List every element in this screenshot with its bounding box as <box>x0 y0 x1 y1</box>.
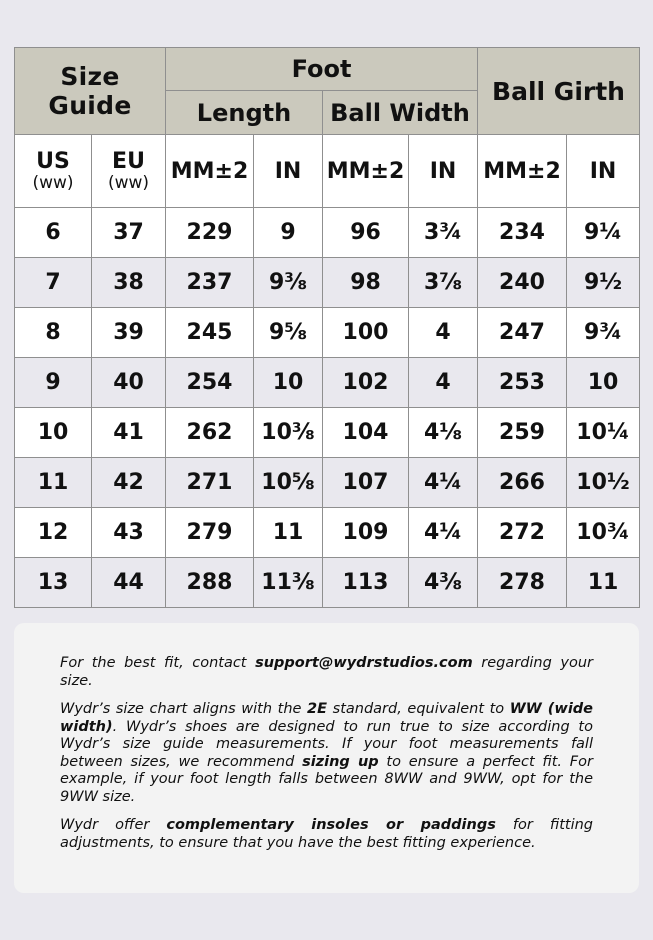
length-mm-cell: 229 <box>166 208 254 258</box>
us-size-cell: 12 <box>15 508 92 558</box>
width-mm-cell: 100 <box>323 308 409 358</box>
width-in-cell: 3¾ <box>409 208 478 258</box>
width-in-cell: 3⅞ <box>409 258 478 308</box>
length-in-cell: 9⅝ <box>254 308 323 358</box>
length-in-header: IN <box>254 135 323 208</box>
girth-mm-cell: 240 <box>478 258 567 308</box>
girth-in-cell: 11 <box>567 558 640 608</box>
us-size-cell: 8 <box>15 308 92 358</box>
note-text: . Wydr’s shoes are designed to run true to size according to Wydr’s size guide measurements. If your foot measurements fall between sizes, we recommend <box>60 718 593 770</box>
girth-in-cell: 9½ <box>567 258 640 308</box>
note-text: for fitting adjustments, to ensure that you have the best fitting experience. <box>60 817 593 851</box>
foot-heading: Foot <box>166 48 478 91</box>
eu-unit-header <box>92 135 166 208</box>
table-row <box>15 508 640 558</box>
girth-mm-cell: 259 <box>478 408 567 458</box>
width-mm-cell: 96 <box>323 208 409 258</box>
eu-sub-label: (ww) <box>107 173 150 193</box>
width-mm-cell: 113 <box>323 558 409 608</box>
table-row <box>15 408 640 458</box>
length-mm-cell: 279 <box>166 508 254 558</box>
us-size-cell: 10 <box>15 408 92 458</box>
eu-size-cell: 44 <box>92 558 166 608</box>
eu-size-cell: 41 <box>92 408 166 458</box>
us-sub-label: (ww) <box>32 173 74 193</box>
us-size-cell: 9 <box>15 358 92 408</box>
width-mm-cell: 98 <box>323 258 409 308</box>
width-in-cell: 4⅛ <box>409 408 478 458</box>
length-in-cell: 11⅜ <box>254 558 323 608</box>
length-in-cell: 9 <box>254 208 323 258</box>
length-mm-cell: 237 <box>166 258 254 308</box>
girth-in-cell: 9¼ <box>567 208 640 258</box>
width-in-cell: 4¼ <box>409 458 478 508</box>
insoles-label: complementary insoles or paddings <box>166 817 496 833</box>
size-guide-table <box>14 47 640 608</box>
us-unit-header <box>15 135 92 208</box>
girth-mm-cell: 253 <box>478 358 567 408</box>
note-text: For the best fit, contact <box>60 655 256 671</box>
us-size-cell: 13 <box>15 558 92 608</box>
note-text: to ensure a perfect fit. For example, if your foot length falls between 8WW and 9WW, opt for the 9WW size. <box>60 753 593 805</box>
note-insoles <box>60 817 593 852</box>
width-mm-cell: 107 <box>323 458 409 508</box>
eu-size-cell: 39 <box>92 308 166 358</box>
girth-in-cell: 10½ <box>567 458 640 508</box>
fit-notes-panel <box>14 623 639 893</box>
note-text: Wydr offer <box>60 817 167 833</box>
us-size-cell: 6 <box>15 208 92 258</box>
eu-size-cell: 40 <box>92 358 166 408</box>
length-in-cell: 9⅜ <box>254 258 323 308</box>
girth-in-cell: 10¼ <box>567 408 640 458</box>
width-mm-cell: 109 <box>323 508 409 558</box>
note-text: regarding your size. <box>60 655 593 689</box>
width-in-header: IN <box>409 135 478 208</box>
length-mm-cell: 271 <box>166 458 254 508</box>
ball-girth-heading: Ball Girth <box>478 48 640 135</box>
table-row <box>15 458 640 508</box>
note-contact <box>60 655 593 690</box>
width-in-cell: 4 <box>409 358 478 408</box>
girth-mm-cell: 247 <box>478 308 567 358</box>
standard-label: 2E <box>307 701 328 717</box>
us-size-cell: 11 <box>15 458 92 508</box>
girth-in-header: IN <box>567 135 640 208</box>
girth-mm-cell: 278 <box>478 558 567 608</box>
eu-size-cell: 37 <box>92 208 166 258</box>
fit-notes-text <box>60 655 593 863</box>
length-in-cell: 11 <box>254 508 323 558</box>
width-in-cell: 4 <box>409 308 478 358</box>
support-email: support@wydrstudios.com <box>255 655 473 671</box>
width-mm-cell: 102 <box>323 358 409 408</box>
size-guide-heading: Size Guide <box>15 48 166 135</box>
table-row <box>15 558 640 608</box>
eu-size-cell: 38 <box>92 258 166 308</box>
note-text: standard, equivalent to <box>327 701 510 717</box>
width-in-cell: 4¼ <box>409 508 478 558</box>
us-size-cell: 7 <box>15 258 92 308</box>
sizing-up-label: sizing up <box>302 753 379 770</box>
eu-label: EU <box>112 149 145 174</box>
eu-size-cell: 43 <box>92 508 166 558</box>
width-mm-header: MM±2 <box>323 135 409 208</box>
us-label: US <box>36 149 70 174</box>
width-in-cell: 4⅜ <box>409 558 478 608</box>
girth-in-cell: 10 <box>567 358 640 408</box>
note-text: Wydr’s size chart aligns with the <box>60 701 308 717</box>
length-mm-cell: 254 <box>166 358 254 408</box>
girth-mm-header: MM±2 <box>478 135 567 208</box>
note-standard <box>60 701 593 806</box>
ball-width-heading: Ball Width <box>323 91 478 135</box>
girth-mm-cell: 272 <box>478 508 567 558</box>
width-mm-cell: 104 <box>323 408 409 458</box>
length-mm-cell: 262 <box>166 408 254 458</box>
length-mm-header: MM±2 <box>166 135 254 208</box>
length-heading: Length <box>166 91 323 135</box>
length-mm-cell: 245 <box>166 308 254 358</box>
table-row <box>15 308 640 358</box>
table-row <box>15 358 640 408</box>
girth-in-cell: 9¾ <box>567 308 640 358</box>
girth-in-cell: 10¾ <box>567 508 640 558</box>
girth-mm-cell: 234 <box>478 208 567 258</box>
length-in-cell: 10 <box>254 358 323 408</box>
table-row <box>15 258 640 308</box>
table-row <box>15 208 640 258</box>
girth-mm-cell: 266 <box>478 458 567 508</box>
length-mm-cell: 288 <box>166 558 254 608</box>
wide-width-label: WW (wide width) <box>60 701 594 735</box>
length-in-cell: 10⅝ <box>254 458 323 508</box>
eu-size-cell: 42 <box>92 458 166 508</box>
length-in-cell: 10⅜ <box>254 408 323 458</box>
